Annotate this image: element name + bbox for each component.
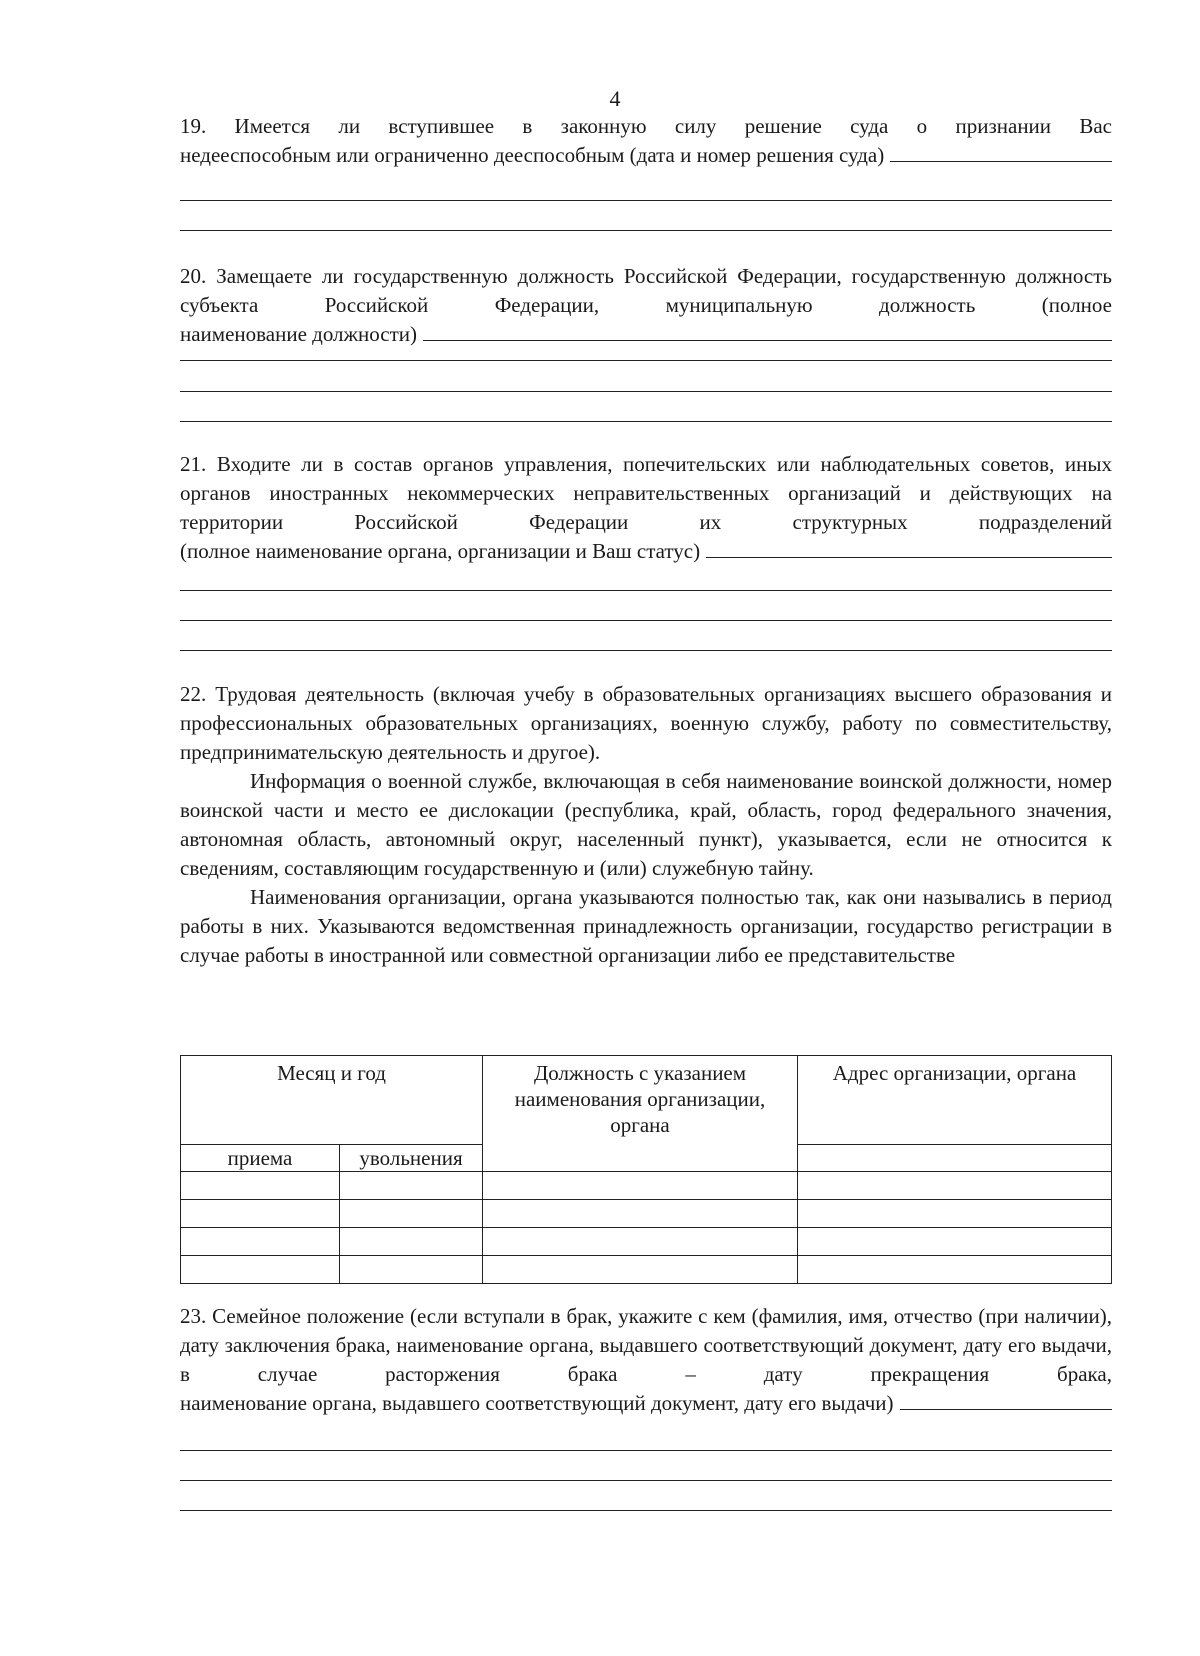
table-cell[interactable] (798, 1172, 1112, 1200)
table-cell[interactable] (340, 1228, 483, 1256)
address-header: Адрес организации, органа (798, 1056, 1112, 1145)
answer-line[interactable] (180, 590, 1112, 591)
table-row (181, 1172, 1112, 1200)
answer-line[interactable] (180, 200, 1112, 201)
page-number: 4 (609, 86, 621, 111)
answer-fill-line (900, 1408, 1113, 1410)
month-year-header: Месяц и год (181, 1056, 483, 1145)
table-cell[interactable] (181, 1200, 340, 1228)
question-23-text-end: наименование органа, выдавшего соответствующий документ, дату его выдачи) (180, 1391, 894, 1415)
table-cell[interactable] (483, 1172, 798, 1200)
table-cell[interactable] (181, 1256, 340, 1284)
answer-line[interactable] (180, 650, 1112, 651)
question-21-text-end: (полное наименование органа, организации и Ваш статус) (180, 539, 701, 563)
question-23-answer-line[interactable] (180, 1389, 1112, 1418)
table-row (181, 1256, 1112, 1284)
question-23-text: 23. Семейное положение (если вступали в брак, укажите с кем (фамилия, имя, отчество (при наличии), дату заключения брака, наименование органа, выдавшего соответствующий документ, дату его выдачи, в случае расторжения брака – дату прекращения брака, (180, 1304, 1112, 1386)
answer-line[interactable] (180, 1480, 1112, 1481)
question-19 (180, 112, 1112, 170)
answer-line[interactable] (180, 391, 1112, 392)
table-row (181, 1200, 1112, 1228)
table-cell[interactable] (483, 1200, 798, 1228)
military-service-note: Информация о военной службе, включающая в себя наименование воинской должности, номер воинской части и место ее дислокации (республика, край, область, город федерального значения, автономная область, автономный округ, населенный пункт), указывается, если не относится к сведениям, составляющим государственную и (или) служебную тайну. (180, 769, 1112, 880)
question-19-answer-line[interactable] (180, 141, 1112, 170)
question-23 (180, 1302, 1112, 1418)
table-row (181, 1228, 1112, 1256)
position-header: Должность с указанием наименования организации, органа (483, 1056, 798, 1172)
answer-line[interactable] (180, 421, 1112, 422)
answer-fill-line (706, 556, 1112, 558)
table-cell[interactable] (181, 1172, 340, 1200)
answer-line[interactable] (180, 1450, 1112, 1451)
answer-line[interactable] (180, 620, 1112, 621)
answer-fill-line (423, 339, 1112, 341)
organization-names-note: Наименования организации, органа указываются полностью так, как они назывались в период работы в них. Указываются ведомственная принадлежность организации, государство регистрации в случае работы в иностранной или совместной организации либо ее представительстве (180, 885, 1112, 967)
dismissed-header: увольнения (340, 1145, 483, 1172)
question-22 (180, 680, 1112, 970)
hired-header: приема (181, 1145, 340, 1172)
question-21-text: 21. Входите ли в состав органов управления, попечительских или наблюдательных советов, иных органов иностранных некоммерческих неправительственных организаций и действующих на территории Российской Федерации их структурных подразделений (180, 452, 1112, 534)
table-cell[interactable] (798, 1228, 1112, 1256)
question-19-text-end: недееспособным или ограниченно дееспособным (дата и номер решения суда) (180, 143, 885, 167)
table-cell[interactable] (798, 1256, 1112, 1284)
table-cell[interactable] (798, 1200, 1112, 1228)
question-19-text: 19. Имеется ли вступившее в законную силу решение суда о признании Вас (180, 114, 1112, 138)
answer-line[interactable] (180, 230, 1112, 231)
table-cell[interactable] (483, 1256, 798, 1284)
table-cell[interactable] (340, 1256, 483, 1284)
question-20-answer-line[interactable] (180, 320, 1112, 349)
question-20-text-end: наименование должности) (180, 322, 418, 346)
table-cell[interactable] (340, 1172, 483, 1200)
table-cell[interactable] (181, 1228, 340, 1256)
address-cell[interactable] (798, 1145, 1112, 1172)
question-20-text: 20. Замещаете ли государственную должность Российской Федерации, государственную должность субъекта Российской Федерации, муниципальную должность (полное (180, 264, 1112, 317)
answer-fill-line (890, 160, 1112, 162)
question-21 (180, 450, 1112, 566)
table-cell[interactable] (483, 1228, 798, 1256)
question-20 (180, 262, 1112, 349)
answer-line[interactable] (180, 360, 1112, 361)
work-history-table (180, 1055, 1112, 1284)
question-21-answer-line[interactable] (180, 537, 1112, 566)
question-22-text: 22. Трудовая деятельность (включая учебу в образовательных организациях высшего образования и профессиональных образовательных организациях, военную службу, работу по совместительству, предпринимательскую деятельность и другое). (180, 682, 1112, 764)
answer-line[interactable] (180, 1510, 1112, 1511)
table-cell[interactable] (340, 1200, 483, 1228)
